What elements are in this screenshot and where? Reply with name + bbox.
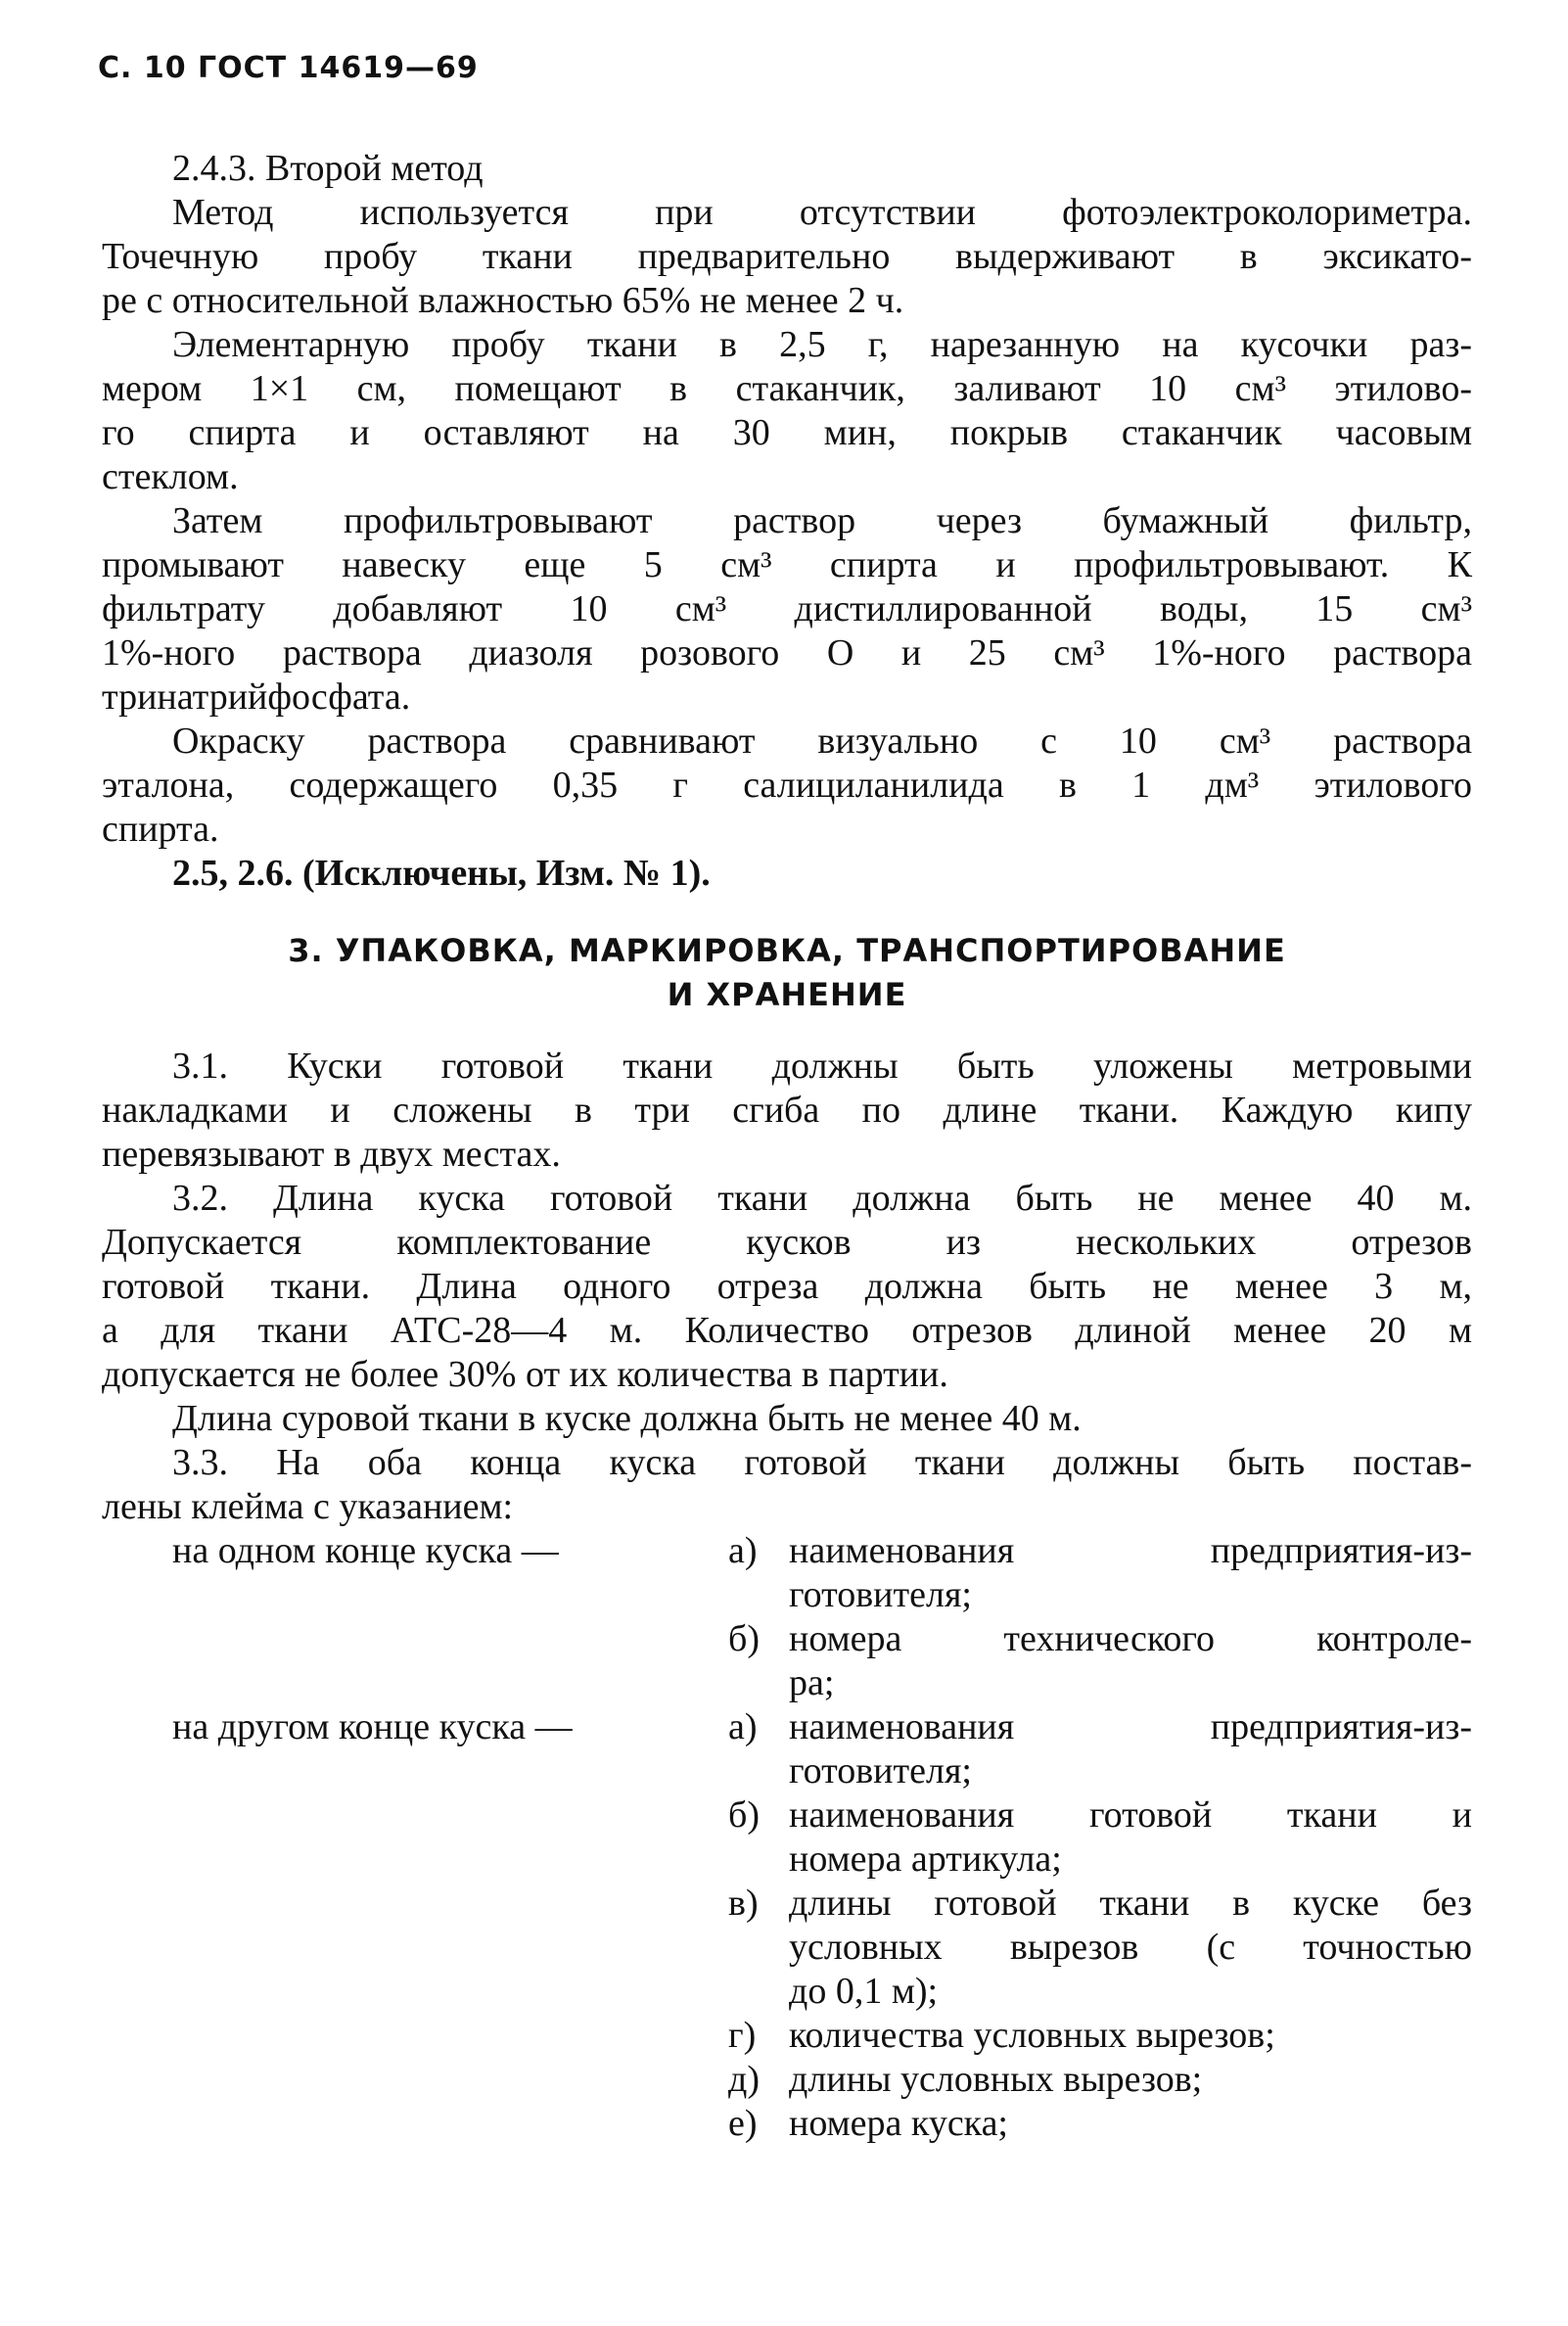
list-item-cont: [102, 1970, 1472, 2014]
list-marker: б): [728, 1794, 760, 1836]
list-text: номера куска;: [789, 2103, 1008, 2144]
list-item: [102, 1529, 1472, 1573]
paragraph-line: Метод используется при отсутствии фотоэлектроколориметра.: [172, 192, 1472, 233]
list-item: [102, 1882, 1472, 1926]
paragraph-line: готовой ткани. Длина одного отреза должна быть не менее 3 м,: [102, 1266, 1472, 1307]
list-marker: в): [728, 1883, 759, 1924]
list-item: [102, 1617, 1472, 1661]
section-3-title-cont: И ХРАНЕНИЕ: [667, 976, 907, 1013]
list-text: номера технического контроле-: [789, 1618, 1472, 1659]
paragraph-line: Элементарную пробу ткани в 2,5 г, нарезанную на кусочки раз-: [172, 324, 1472, 365]
paragraph-line: эталона, содержащего 0,35 г салициланилида в 1 дм³ этилового: [102, 765, 1472, 806]
list-marker: е): [728, 2103, 758, 2144]
list-item-cont: [102, 1838, 1472, 1882]
paragraph-line: 1%-ного раствора диазоля розового О и 25 см³ 1%-ного раствора: [102, 632, 1472, 674]
list-text: условных вырезов (с точностью: [789, 1927, 1472, 1968]
paragraph-line: 3.1. Куски готовой ткани должны быть уложены метровыми: [172, 1046, 1472, 1087]
paragraph-line: тринатрийфосфата.: [102, 676, 411, 718]
paragraph-line: 3.2. Длина куска готовой ткани должна быть не менее 40 м.: [172, 1178, 1472, 1219]
paragraph-line: фильтрату добавляют 10 см³ дистиллированной воды, 15 см³: [102, 588, 1472, 629]
list-text: наименования предприятия-из-: [789, 1530, 1472, 1571]
paragraph-line: Затем профильтровывают раствор через бумажный фильтр,: [172, 500, 1472, 541]
paragraph-line: Допускается комплектование кусков из нескольких отрезов: [102, 1222, 1472, 1263]
list-item: [102, 1705, 1472, 1749]
paragraph-line: а для ткани АТС-28—4 м. Количество отрезов длиной менее 20 м: [102, 1310, 1472, 1351]
paragraph-line: Длина суровой ткани в куске должна быть не менее 40 м.: [172, 1398, 1082, 1439]
list-text: готовителя;: [789, 1574, 972, 1615]
paragraph-line: стеклом.: [102, 456, 239, 497]
end1-label: на одном конце куска —: [172, 1530, 559, 1571]
paragraph-line: допускается не более 30% от их количества в партии.: [102, 1354, 948, 1395]
paragraph-line: перевязывают в двух местах.: [102, 1134, 561, 1175]
end2-label: на другом конце куска —: [172, 1706, 573, 1747]
list-text: готовителя;: [789, 1750, 972, 1791]
section-2-4-3-title: 2.4.3. Второй метод: [172, 148, 484, 189]
paragraph-line: 3.3. На оба конца куска готовой ткани должны быть постав-: [172, 1442, 1472, 1483]
list-item-cont: [102, 1573, 1472, 1617]
paragraph-line: промывают навеску еще 5 см³ спирта и профильтровывают. К: [102, 544, 1472, 585]
paragraph-line: мером 1×1 см, помещают в стаканчик, заливают 10 см³ этилово-: [102, 368, 1472, 409]
list-item: [102, 2102, 1472, 2146]
list-item-cont: [102, 1749, 1472, 1793]
list-text: номера артикула;: [789, 1838, 1062, 1880]
list-item: [102, 2014, 1472, 2058]
paragraph-line: спирта.: [102, 809, 219, 850]
list-text: ра;: [789, 1662, 835, 1703]
paragraph-line: ре с относительной влажностью 65% не менее 2 ч.: [102, 280, 904, 321]
list-text: длины готовой ткани в куске без: [789, 1883, 1472, 1924]
list-item-cont: [102, 1926, 1472, 1970]
list-item-cont: [102, 1661, 1472, 1705]
excluded-note: 2.5, 2.6. (Исключены, Изм. № 1).: [172, 853, 711, 894]
list-text: количества условных вырезов;: [789, 2015, 1275, 2056]
section-3-title: 3. УПАКОВКА, МАРКИРОВКА, ТРАНСПОРТИРОВАНИЕ: [288, 932, 1286, 969]
paragraph-line: Окраску раствора сравнивают визуально с 10 см³ раствора: [172, 721, 1472, 762]
list-text: наименования готовой ткани и: [789, 1794, 1472, 1836]
paragraph-line: лены клейма с указанием:: [102, 1486, 514, 1527]
list-marker: а): [728, 1706, 758, 1747]
list-text: до 0,1 м);: [789, 1971, 939, 2012]
list-marker: д): [728, 2059, 760, 2100]
list-marker: г): [728, 2015, 757, 2056]
list-marker: а): [728, 1530, 758, 1571]
page-header: С. 10 ГОСТ 14619—69: [98, 51, 479, 85]
list-item: [102, 2058, 1472, 2102]
list-text: длины условных вырезов;: [789, 2059, 1203, 2100]
document-body: [102, 147, 1472, 2146]
paragraph-line: го спирта и оставляют на 30 мин, покрыв стаканчик часовым: [102, 412, 1472, 453]
list-item: [102, 1793, 1472, 1838]
paragraph-line: Точечную пробу ткани предварительно выдерживают в эксикато-: [102, 236, 1472, 277]
list-marker: б): [728, 1618, 760, 1659]
list-text: наименования предприятия-из-: [789, 1706, 1472, 1747]
paragraph-line: накладками и сложены в три сгиба по длине ткани. Каждую кипу: [102, 1090, 1472, 1131]
